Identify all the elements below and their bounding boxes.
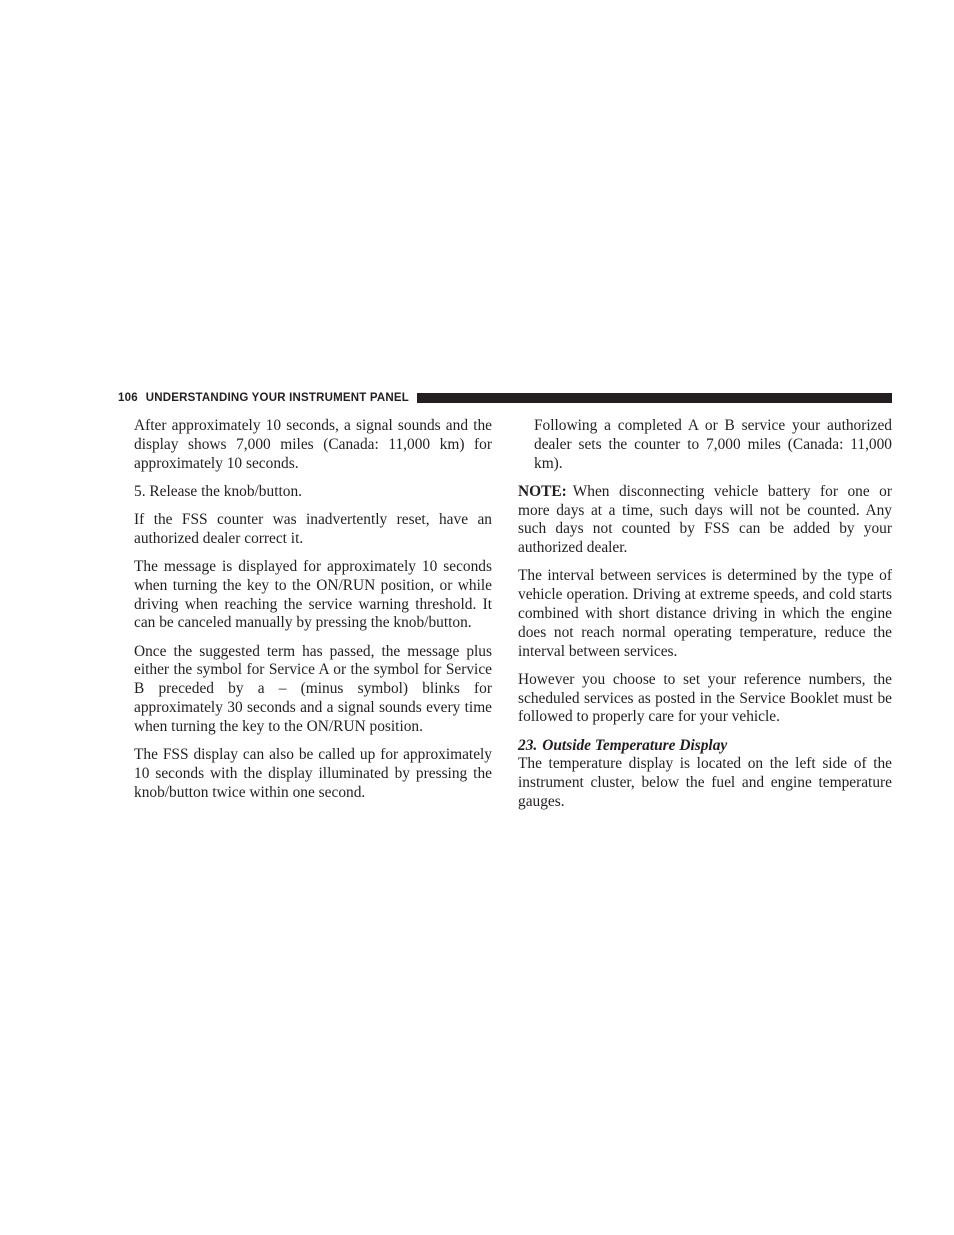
paragraph: The FSS display can also be called up for approximately 10 seconds with the display illuminated by pressing the knob/button twice within one second. [134,745,492,801]
note-label: NOTE: [518,482,567,500]
note-text: When disconnecting vehicle battery for one or more days at a time, such days will not be counted. Any such days not counted by FSS can be added by your authorized dealer. [518,482,892,557]
page-number: 106 [118,392,138,404]
paragraph: The message is displayed for approximately 10 seconds when turning the key to the ON/RUN position, or while driving when reaching the service warning threshold. It can be canceled manually by pressing the knob/button. [134,557,492,632]
paragraph: Following a completed A or B service your authorized dealer sets the counter to 7,000 miles (Canada: 11,000 km). [534,417,892,472]
paragraph: However you choose to set your reference numbers, the scheduled services as posted in the Service Booklet must be followed to properly care for your vehicle. [518,670,892,726]
subsection-heading [518,737,892,756]
running-header [118,390,892,406]
paragraph: The interval between services is determined by the type of vehicle operation. Driving at extreme speeds, and cold starts combined with short distance driving in which the engine does not reach normal operating temperature, reduce the interval between services. [518,567,892,660]
paragraph: If the FSS counter was inadvertently reset, have an authorized dealer correct it. [134,510,492,547]
left-column [134,417,492,812]
step-item: 5. Release the knob/button. [134,482,302,500]
paragraph: Once the suggested term has passed, the message plus either the symbol for Service A or the symbol for Service B preceded by a – (minus symbol) blinks for approximately 30 seconds and a signal sounds every time when turning the key to the ON/RUN position. [134,642,492,735]
section-title: UNDERSTANDING YOUR INSTRUMENT PANEL [145,392,409,404]
subsection-title: Outside Temperature Display [542,736,728,754]
note-paragraph [518,483,892,558]
paragraph: After approximately 10 seconds, a signal sounds and the display shows 7,000 miles (Canada: 11,000 km) for approximately 10 seconds. [134,417,492,472]
right-column [518,417,892,821]
header-rule [417,393,892,403]
paragraph: The temperature display is located on the left side of the instrument cluster, below the fuel and engine temperature gauges. [518,755,892,810]
subsection-number: 23. [518,736,538,754]
